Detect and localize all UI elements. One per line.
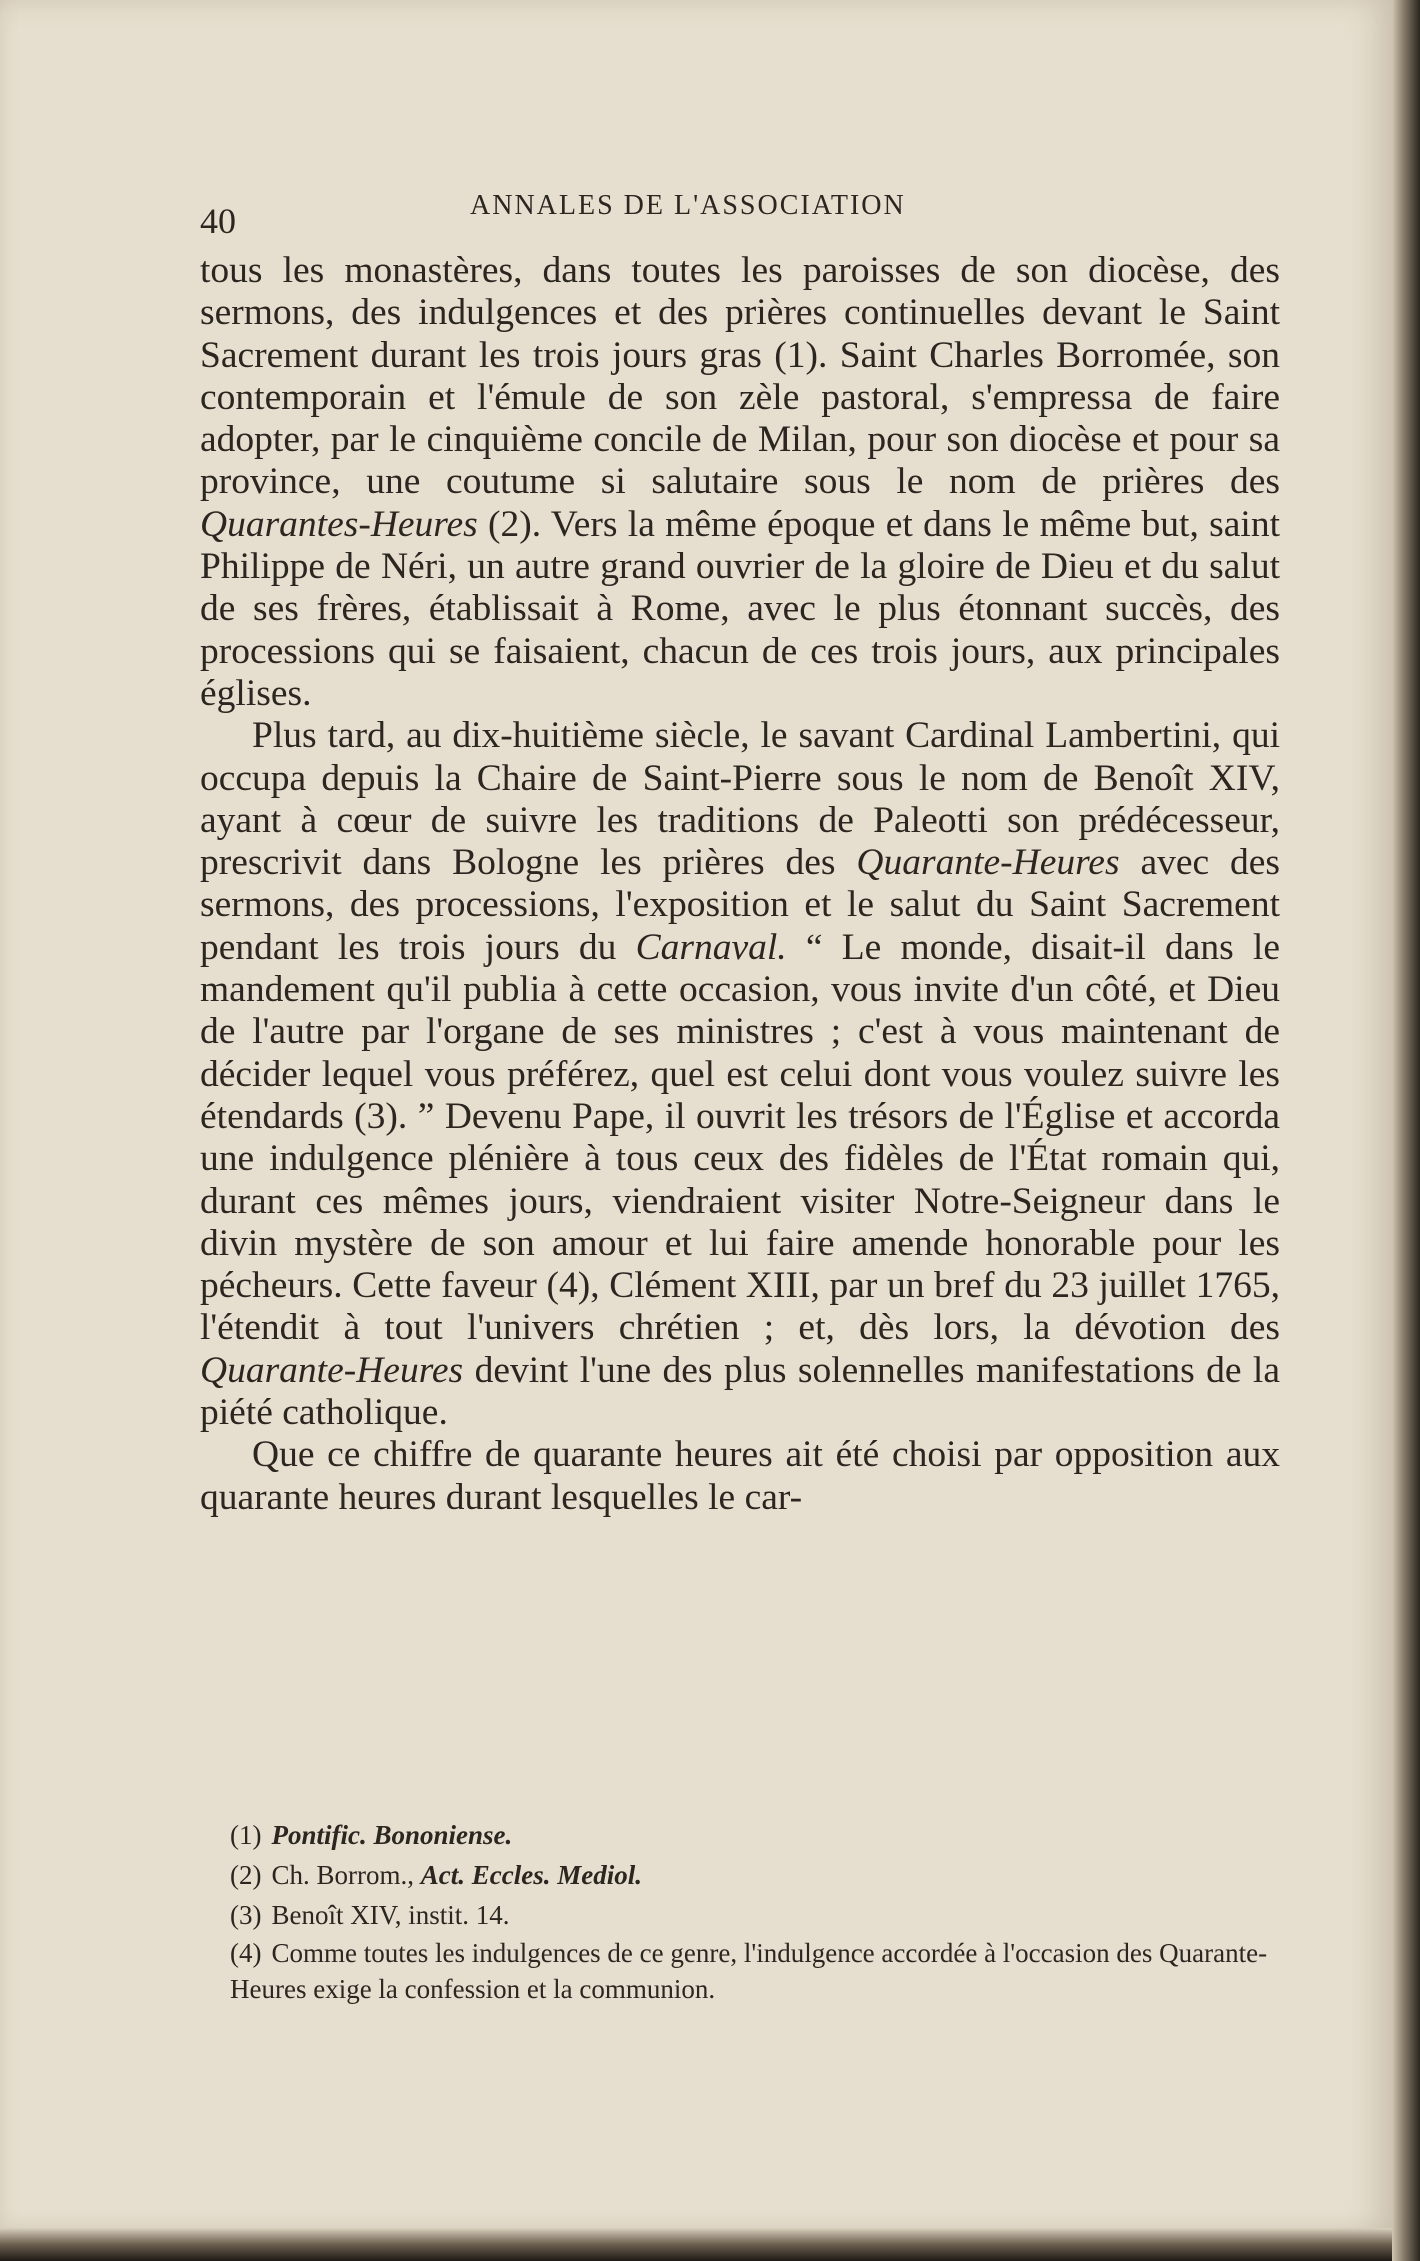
page-number: 40 bbox=[200, 201, 236, 241]
paragraph-2-part-d: devint l'une des plus solennelles manifestations de la piété catholique. bbox=[200, 1349, 1280, 1434]
footnote-1-number: (1) bbox=[230, 1820, 262, 1850]
paragraph-3: Que ce chiffre de quarante heures ait été choisi par opposition aux quarante heures durant lesquelles le car- bbox=[200, 1434, 1280, 1518]
paragraph-2-part-b: avec des sermons, des processions, l'exposition et le salut du Saint Sacrement pendant les trois jours du bbox=[200, 842, 1280, 968]
footnote-1-text: Pontific. Bononiense. bbox=[271, 1820, 513, 1850]
footnote-3 bbox=[230, 1895, 1300, 1935]
paragraph-1-part-b: (2). Vers la même époque et dans le même but, saint Philippe de Néri, un autre grand ouvrier de la gloire de Dieu et du salut de ses frères, établissait à Rome, avec le plus étonnant succès, des processions qui se faisaient, chacun de ces trois jours, aux principales églises. bbox=[200, 503, 1280, 714]
footnote-2-text: Ch. Borrom., bbox=[271, 1860, 421, 1890]
paragraph-1-part-a: tous les monastères, dans toutes les paroisses de son diocèse, des sermons, des indulgences et des prières continuelles devant le Saint Sacrement durant les trois jours gras (1). Saint Charles Borromée, son contemporain et l'émule de son zèle pastoral, s'empressa de faire adopter, par le cinquième concile de Milan, pour son diocèse et pour sa province, une coutume si salutaire sous le nom de prières des bbox=[200, 250, 1280, 503]
footnotes bbox=[230, 1815, 1300, 2007]
footnote-3-number: (3) bbox=[230, 1900, 262, 1930]
bottom-edge-shadow bbox=[0, 2228, 1392, 2261]
footnote-2 bbox=[230, 1855, 1300, 1895]
footnote-4-number: (4) bbox=[230, 1938, 262, 1968]
paragraph-1 bbox=[200, 250, 1280, 715]
footnote-2-number: (2) bbox=[230, 1860, 262, 1890]
footnote-4 bbox=[230, 1935, 1300, 2007]
main-text bbox=[200, 250, 1280, 1519]
paragraph-2-italic-3: Quarante-Heures bbox=[200, 1349, 464, 1391]
paragraph-2-italic-1: Quarante-Heures bbox=[856, 842, 1120, 884]
footnote-4-text: Comme toutes les indulgences de ce genre, l'indulgence accordée à l'occasion des Quarante-Heures exige la confession et la communion. bbox=[230, 1938, 1268, 2004]
paragraph-1-italic: Quarantes-Heures bbox=[200, 503, 478, 545]
running-head: ANNALES DE L'ASSOCIATION bbox=[470, 190, 906, 221]
footnote-3-text: Benoît XIV, instit. 14. bbox=[271, 1900, 510, 1930]
paragraph-2-italic-2: Carnaval. bbox=[635, 926, 787, 968]
paragraph-2-part-c: “ Le monde, disait-il dans le mandement qu'il publia à cette occasion, vous invite d'un côté, et Dieu de l'autre par l'organe de ses ministres ; c'est à vous maintenant de décider lequel vous préférez, quel est celui dont vous voulez suivre les étendards (3). ” Devenu Pape, il ouvrit les trésors de l'Église et accorda une indulgence plénière à tous ceux des fidèles de l'État romain qui, durant ces mêmes jours, viendraient visiter Notre-Seigneur dans le divin mystère de son amour et lui faire amende honorable pour les pécheurs. Cette faveur (4), Clément XIII, par un bref du 23 juillet 1765, l'étendit à tout l'univers chrétien ; et, dès lors, la dévotion des bbox=[200, 926, 1280, 1349]
page-header bbox=[200, 190, 1280, 240]
paragraph-2-part-a: Plus tard, au dix-huitième siècle, le savant Cardinal Lambertini, qui occupa depuis la Chaire de Saint-Pierre sous le nom de Benoît XIV, ayant à cœur de suivre les traditions de Paleotti son prédécesseur, prescrivit dans Bologne les prières des bbox=[200, 715, 1280, 884]
footnote-1 bbox=[230, 1815, 1300, 1855]
page-edge-shadow bbox=[1392, 0, 1420, 2261]
paragraph-2 bbox=[200, 715, 1280, 1434]
footnote-2-italic: Act. Eccles. Mediol. bbox=[420, 1860, 642, 1890]
